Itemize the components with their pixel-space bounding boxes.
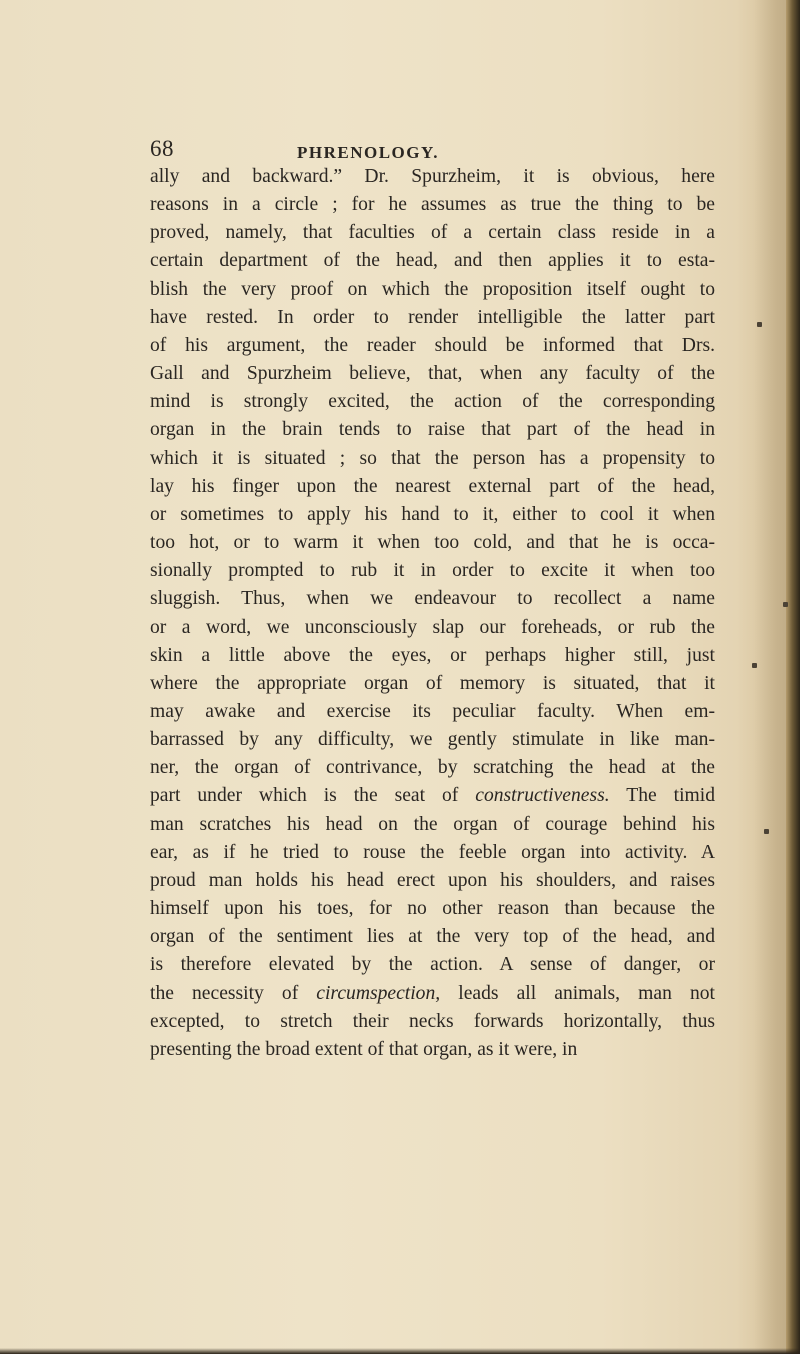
- text-run: leads all animals, man not: [440, 982, 715, 1004]
- text-line: [150, 980, 715, 1008]
- text-line: sluggish. Thus, when we endeavour to recollect a name: [150, 588, 715, 610]
- text-line: skin a little above the eyes, or perhaps higher still, just: [150, 644, 715, 666]
- text-run: part under which is the seat of: [150, 785, 476, 807]
- margin-speck: [764, 829, 769, 834]
- text-line: or sometimes to apply his hand to it, either to cool it when: [150, 503, 715, 525]
- text-line: organ of the sentiment lies at the very top of the head, and: [150, 926, 715, 948]
- text-line: sionally prompted to rub it in order to excite it when too: [150, 560, 715, 582]
- text-run: the necessity of: [150, 982, 317, 1004]
- text-line: lay his finger upon the nearest external part of the head,: [150, 475, 715, 497]
- text-line: is therefore elevated by the action. A sense of danger, or: [150, 954, 715, 976]
- spine-shadow: [754, 0, 786, 1354]
- running-head: PHRENOLOGY.: [297, 143, 439, 162]
- text-line: barrassed by any difficulty, we gently stimulate in like man-: [150, 729, 715, 751]
- text-line: too hot, or to warm it when too cold, and that he is occa-: [150, 532, 715, 554]
- text-line: Gall and Spurzheim believe, that, when any faculty of the: [150, 363, 715, 385]
- text-line: ear, as if he tried to rouse the feeble organ into activity. A: [150, 841, 715, 863]
- page-number: 68: [150, 136, 174, 161]
- book-spine-edge: [786, 0, 800, 1354]
- text-line: blish the very proof on which the proposition itself ought to: [150, 278, 715, 300]
- text-line: or a word, we unconsciously slap our foreheads, or rub the: [150, 616, 715, 638]
- text-line: have rested. In order to render intelligible the latter part: [150, 306, 715, 328]
- page-bottom-edge: [0, 1348, 800, 1354]
- text-line: organ in the brain tends to raise that part of the head in: [150, 419, 715, 441]
- text-line: presenting the broad extent of that organ, as it were, in: [150, 1038, 578, 1060]
- text-run: The timid: [609, 785, 715, 807]
- text-line: certain department of the head, and then applies it to esta-: [150, 250, 715, 272]
- text-line: ally and backward.” Dr. Spurzheim, it is obvious, here: [150, 166, 715, 187]
- text-line: which it is situated ; so that the person has a propensity to: [150, 447, 715, 469]
- text-line: [150, 782, 715, 810]
- text-line: reasons in a circle ; for he assumes as true the thing to be: [150, 194, 715, 216]
- text-line: of his argument, the reader should be informed that Drs.: [150, 334, 715, 356]
- margin-speck: [752, 663, 757, 668]
- text-line: himself upon his toes, for no other reason than because the: [150, 898, 715, 920]
- italic-term: circumspection,: [316, 982, 441, 1004]
- text-line: ner, the organ of contrivance, by scratching the head at the: [150, 757, 715, 779]
- text-line: mind is strongly excited, the action of the corresponding: [150, 391, 715, 413]
- text-line: may awake and exercise its peculiar faculty. When em-: [150, 700, 715, 722]
- text-line: where the appropriate organ of memory is situated, that it: [150, 672, 715, 694]
- margin-speck: [757, 322, 762, 327]
- body-text: [150, 163, 715, 1064]
- text-line: man scratches his head on the organ of courage behind his: [150, 813, 715, 835]
- text-line: excepted, to stretch their necks forwards horizontally, thus: [150, 1010, 715, 1032]
- text-line: proud man holds his head erect upon his shoulders, and raises: [150, 869, 715, 891]
- margin-speck: [783, 602, 788, 607]
- italic-term: constructiveness.: [475, 785, 610, 807]
- text-line: proved, namely, that faculties of a certain class reside in a: [150, 222, 715, 244]
